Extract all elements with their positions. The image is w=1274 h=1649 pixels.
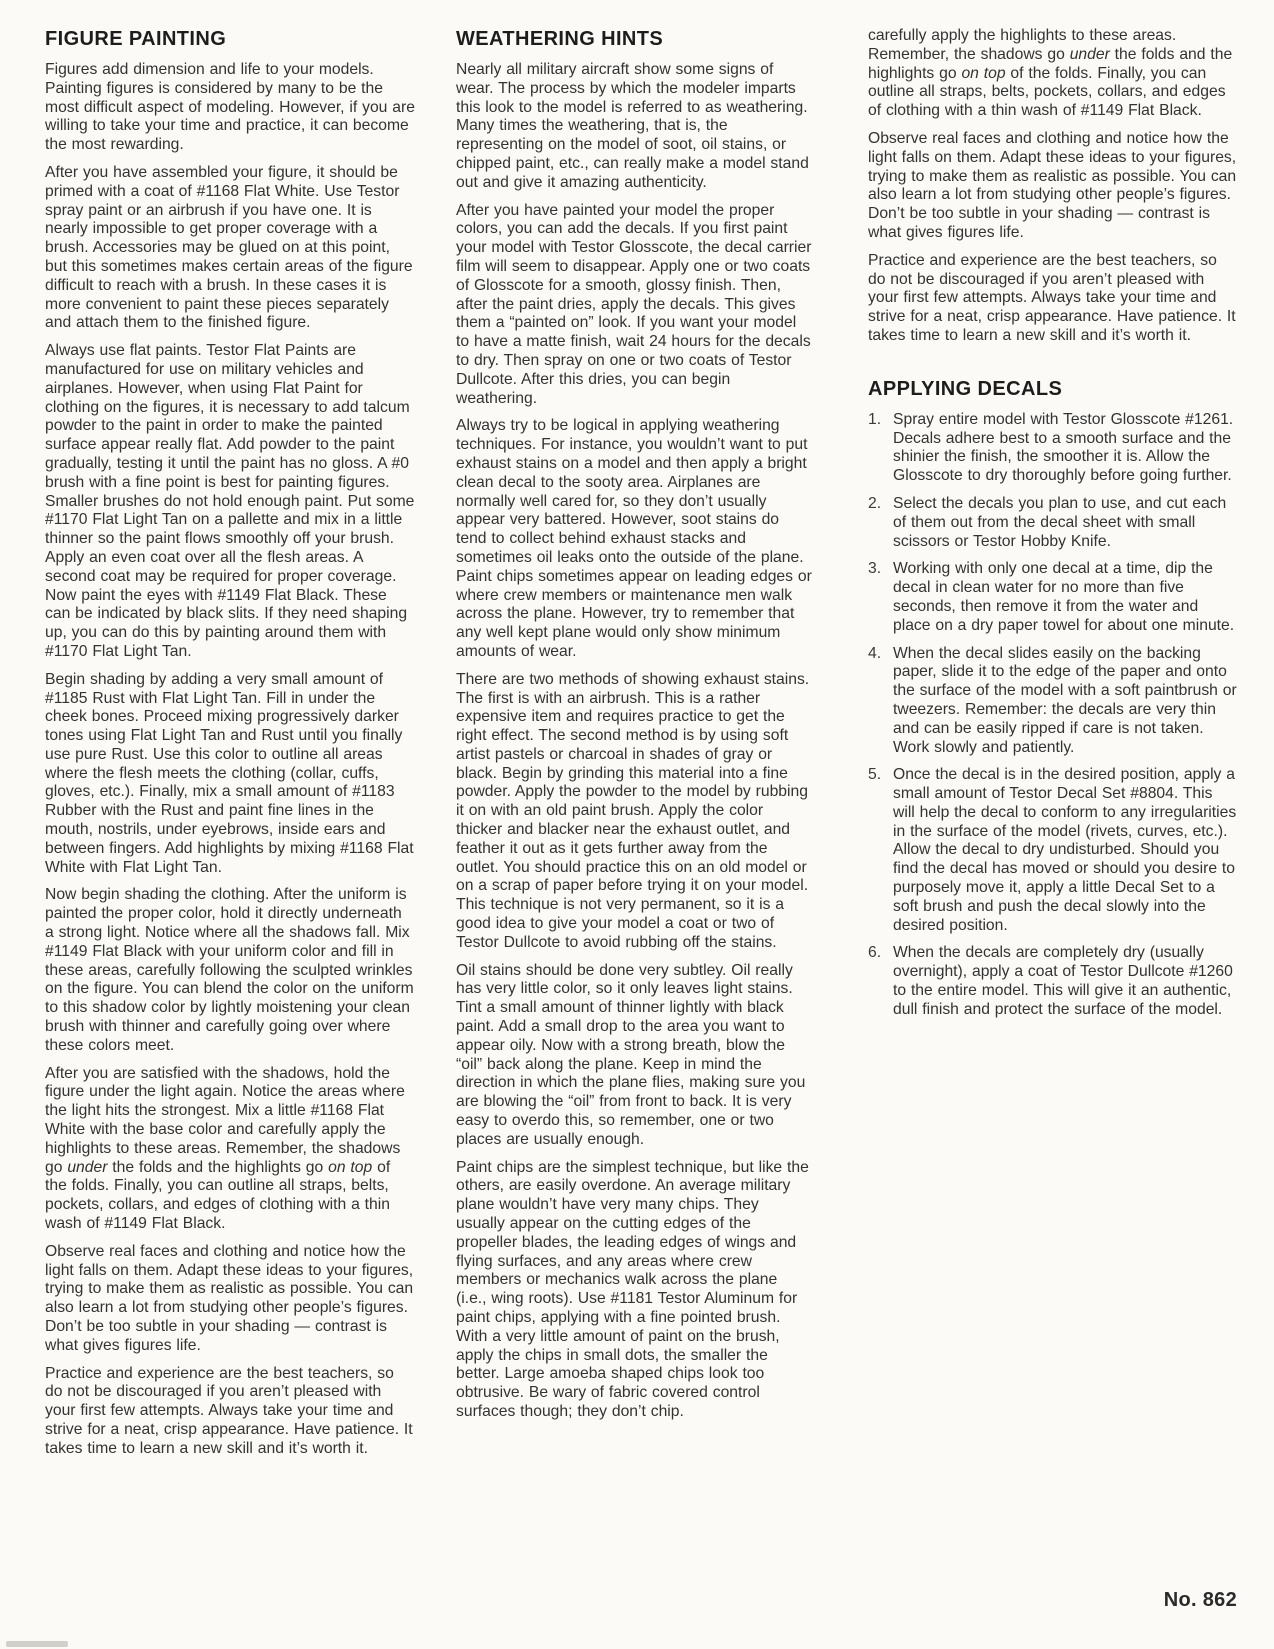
body-text: After you have painted your model the proper colors, you can add the decals. If you first paint your model with Testor Glosscote, the decal carrier film will seem to disappear. Apply one or two coats of Glosscote for a smooth, glossy finish. Then, after the paint dries, apply the decals. This gives them a “painted on” look. If you want your model to have a matte finish, wait 24 hours for the decals to dry. Then spray on one or two coats of Testor Dullcote. After this dries, you can begin weathering. [456,201,812,407]
list-number: 2. [868,494,882,512]
paragraph [456,671,812,953]
body-text: Oil stains should be done very subtley. Oil really has very little color, so it only leaves light stains. Tint a small amount of thinner lightly with black paint. Add a small drop to the area you want to appear oily. Now with a strong breath, blow the “oil” back along the plane. Keep in mind the direction in which the plane flies, making sure you are blowing the “oil” from front to back. It is very easy to overdo this, so remember, one or two places are usually enough. [456,961,806,1148]
list-item [868,766,1239,935]
list-number: 5. [868,766,882,784]
list-item [868,560,1239,635]
body-text: Observe real faces and clothing and notice how the light falls on them. Adapt these ideas to your figures, trying to make them as realistic as possible. You can also learn a lot from studying other people’s figures. Don’t be too subtle in your shading — contrast is what gives figures life. [868,129,1237,241]
body-text: the folds and the highlights go [868,45,1233,82]
body-text: Now begin shading the clothing. After the uniform is painted the proper color, hold it directly underneath a strong light. Notice where all the shadows fall. Mix #1149 Flat Black with your uniform color and fill in these areas, carefully following the sculpted wrinkles on the figure. You can blend the color on the uniform to this shadow color by lightly moistening your clean brush with thinner and carefully going over where these colors meet. [45,886,414,1054]
italic-text: on top [328,1158,373,1176]
body-text: After you have assembled your figure, it should be primed with a coat of #1168 Flat White. Use Testor spray paint or an airbrush if you have one. It is nearly impossible to get proper coverage with a brush. Accessories may be glued on at this point, but this sometimes makes certain areas of the figure difficult to reach with a brush. In these cases it is more convenient to paint these pieces separately and attach them to the finished figure. [45,163,413,332]
list-number: 4. [868,644,882,662]
paragraph [868,130,1239,243]
list-text: When the decals are completely dry (usually overnight), apply a coat of Testor Dullcote #1260 to the entire model. This will give it an authentic, dull finish and protect the surface of the model. [893,944,1233,1018]
paragraph [45,61,415,155]
paragraph [45,886,415,1055]
body-text: Nearly all military aircraft show some signs of wear. The process by which the modeler imparts this look to the model is referred to as weathering. Many times the weathering, that is, the representing on the model of soot, oil stains, or chipped paint, etc., can really make a model stand out and give it amazing authenticity. [456,61,809,191]
body-text: carefully apply the highlights to these areas. Remember, the shadows go [868,27,1177,63]
list-text: Select the decals you plan to use, and cut each of them out from the decal sheet with small scissors or Testor Hobby Knife. [893,494,1227,550]
section-heading: WEATHERING HINTS [456,28,664,50]
body-text: of the folds. Finally, you can outline all straps, belts, pockets, collars, and edges of clothing with a thin wash of #1149 Flat Black. [868,64,1226,120]
body-text: Paint chips are the simplest technique, but like the others, are easily overdone. An average military plane wouldn’t have very many chips. They usually appear on the cutting edges of the propeller blades, the leading edges of wings and flying surfaces, and any areas where crew members or mechanics walk across the plane (i.e., wing roots). Use #1181 Testor Aluminum for paint chips, applying with a fine pointed brush. With a very little amount of paint on the brush, apply the chips in small dots, the smaller the better. Large amoeba shaped chips look too obtrusive. Be wary of fabric covered control surfaces though; they don’t chip. [456,1158,809,1420]
body-text: Observe real faces and clothing and notice how the light falls on them. Adapt these ideas to your figures, trying to make them as realistic as possible. You can also learn a lot from studying other people’s figures. Don’t be too subtle in your shading — contrast is what gives figures life. [45,1242,414,1354]
body-text: the folds and the highlights go [107,1158,329,1176]
body-text: Always use flat paints. Testor Flat Paints are manufactured for use on military vehicles and airplanes. However, when using Flat Paint for clothing on the figures, it is necessary to add talcum powder to the paint in order to make the painted surface appear really flat. Add powder to the paint gradually, testing it until the paint has no gloss. A #0 brush with a fine point is best for painting figures. Smaller brushes do not hold enough paint. Put some #1170 Flat Light Tan on a pallette and mix in a little thinner so the paint flows smoothly off your brush. Apply an even coat over all the flesh areas. A second coat may be required for proper coverage. Now paint the eyes with #1149 Flat Black. These can be indicated by black slits. If they need shaping up, you can do this by painting around them with #1170 Flat Light Tan. [45,342,415,660]
list-number: 1. [868,410,882,428]
text-columns [45,27,1239,1468]
list-item [868,944,1239,1019]
body-text: There are two methods of showing exhaust stains. The first is with an airbrush. This is a rather expensive item and requires practice to get the right effect. The second method is by using soft artist pastels or charcoal in shades of gray or black. Begin by grinding this material into a fine powder. Apply the powder to the model by rubbing it on with an old paint brush. Apply the color thicker and blacker near the exhaust outlet, and feather it out as it gets further away from the outlet. You should practice this on an old model or on a scrap of paper before trying it on your model. This technique is not very permanent, so it is a good idea to give your model a coat or two of Testor Dullcote to avoid rubbing off the stains. [456,670,810,951]
list-number: 6. [868,944,882,962]
section-heading: APPLYING DECALS [868,377,1063,400]
paragraph [45,1243,415,1356]
body-text: After you are satisfied with the shadows, hold the figure under the light again. Notice the areas where the light hits the strongest. Mix a little #1168 Flat White with the base color and carefully apply the highlights to these areas. Remember, the shadows go [45,1064,405,1176]
italic-text: under [67,1158,108,1176]
column-figure-painting [45,27,415,1468]
body-text: Always try to be logical in applying weathering techniques. For instance, you wouldn’t want to put exhaust stains on a model and then apply a bright clean decal to the sooty area. Airplanes are normally well cared for, so they don’t usually appear very battered. However, soot stains do tend to collect behind exhaust stacks and sometimes oil leaks onto the outside of the plane. Paint chips sometimes appear on leading edges or where crew members or maintenance men walk across the plane. However, try to remember that any well kept plane would only show minimum amounts of wear. [456,417,812,660]
body-text: Figures add dimension and life to your models. Painting figures is considered by many to be the most difficult aspect of modeling. However, if you are willing to take your time and practice, it can become the most rewarding. [45,61,415,154]
paragraph [456,962,812,1150]
list-item [868,495,1239,551]
paragraph [456,202,812,409]
body-text: of the folds. Finally, you can outline all straps, belts, pockets, collars, and edges of clothing with a thin wash of #1149 Flat Black. [45,1158,391,1233]
paragraph [45,1065,415,1234]
paragraph [45,342,415,662]
list-item [868,411,1239,486]
paragraph [45,671,415,878]
paragraph [45,164,415,333]
list-item [868,645,1239,758]
sheet-number: No. 862 [1163,1589,1237,1611]
section-heading: FIGURE PAINTING [45,28,227,50]
print-smudge [6,1641,68,1647]
column-weathering-hints [456,27,812,1468]
list-text: When the decal slides easily on the backing paper, slide it to the edge of the paper and onto the surface of the model with a soft paintbrush or tweezers. Remember: the decals are very thin and can be easily ripped if care is not taken. Work slowly and patiently. [893,644,1237,756]
paragraph [45,1365,415,1459]
column-applying-decals [868,27,1239,1468]
body-text: Practice and experience are the best teachers, so do not be discouraged if you aren’t pleased with your first few attempts. Always take your time and strive for a neat, crisp appearance. Have patience. It takes time to learn a new skill and it’s worth it. [45,1364,413,1457]
list-number: 3. [868,560,882,578]
paragraph [456,1159,812,1422]
list-text: Once the decal is in the desired position, apply a small amount of Testor Decal Set #8804. This will help the decal to conform to any irregularities in the surface of the model (rivets, curves, etc.). Allow the decal to dry undisturbed. Should you find the decal has moved or should you desire to purposely move it, apply a little Decal Set to a soft brush and push the decal slowly into the desired position. [893,766,1237,934]
paragraph [868,252,1239,346]
paragraph [868,27,1239,121]
italic-text: on top [961,64,1006,82]
paragraph [456,61,812,193]
list-text: Spray entire model with Testor Glosscote #1261. Decals adhere best to a smooth surface and the shinier the finish, the smoother it is. Allow the Glosscote to dry thoroughly before going further. [893,410,1234,485]
body-text: Practice and experience are the best teachers, so do not be discouraged if you aren’t pleased with your first few attempts. Always take your time and strive for a neat, crisp appearance. Have patience. It takes time to learn a new skill and it’s worth it. [868,251,1236,344]
paragraph [456,417,812,661]
italic-text: under [1069,45,1110,63]
list-text: Working with only one decal at a time, dip the decal in clean water for no more than five seconds, then remove it from the water and place on a dry paper towel for about one minute. [893,560,1235,634]
body-text: Begin shading by adding a very small amount of #1185 Rust with Flat Light Tan. Fill in under the cheek bones. Proceed mixing progressively darker tones using Flat Light Tan and Rust until you finally use pure Rust. Use this color to outline all areas where the flesh meets the clothing (collar, cuffs, gloves, etc.). Finally, mix a small amount of #1183 Rubber with the Rust and paint fine lines in the mouth, nostrils, under eyebrows, inside ears and between fingers. Add highlights by mixing #1168 Flat White with Flat Light Tan. [45,670,414,876]
